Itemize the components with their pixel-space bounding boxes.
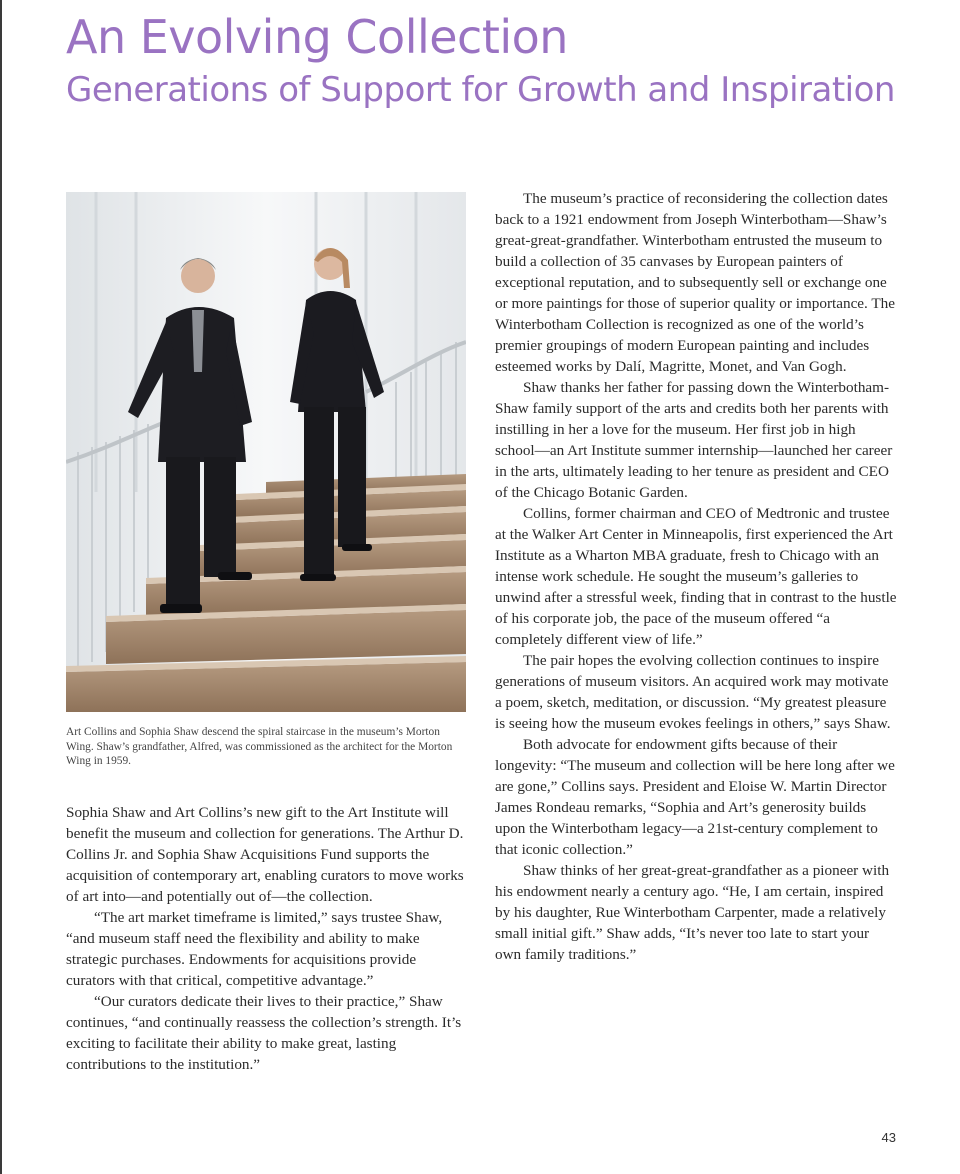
paragraph: The museum’s practice of reconsidering the collection dates back to a 1921 endowment from Joseph Winterbotham—Shaw’s great-great-grandfather. Winterbotham entrusted the museum to build a collection of 35 canvases by European painters of exceptional reputation, and to subsequently sell or exchange one or more paintings for those of superior quality or importance. The Winterbotham Collection is recognized as one of the world’s premier groupings of modern European painting and includes esteemed works by Dalí, Magritte, Monet, and Van Gogh. [495,190,895,375]
paragraph: Sophia Shaw and Art Collins’s new gift to the Art Institute will benefit the museum and collection for generations. The Arthur D. Collins Jr. and Sophia Shaw Acquisitions Fund supports the acquisition of contemporary art, enabling curators to move works of art into—and potentially out of—the collection. [66,804,464,905]
page-subtitle: Generations of Support for Growth and Inspiration [66,70,895,110]
paragraph: Both advocate for endowment gifts because of their longevity: “The museum and collection will be here long after we are gone,” Collins says. President and Eloise W. Martin Director James Rondeau remarks, “Sophia and Art’s generosity builds upon the Winterbotham legacy—a 21st-century complement to that iconic collection.” [495,736,895,858]
paragraph: “The art market timeframe is limited,” says trustee Shaw, “and museum staff need the flexibility and ability to make strategic purchases. Endowments for acquisitions provide curators with that critical, competitive advantage.” [66,909,443,989]
article-right-column [495,188,897,965]
staircase-photo [66,192,466,712]
article-left-column [66,802,466,1075]
paragraph: Collins, former chairman and CEO of Medtronic and trustee at the Walker Art Center in Minneapolis, first experienced the Art Institute as a Wharton MBA graduate, fresh to Chicago with an intense work schedule. He sought the museum’s galleries to unwind after a stressful week, finding that in contrast to the hustle of his corporate job, the pace of the museum offered “a completely different view of life.” [495,505,897,648]
paragraph: “Our curators dedicate their lives to their practice,” Shaw continues, “and continually reassess the collection’s strength. It’s exciting to facilitate their ability to make great, lasting contributions to the institution.” [66,993,462,1073]
paragraph: The pair hopes the evolving collection continues to inspire generations of museum visitors. An acquired work may motivate a poem, sketch, meditation, or discussion. “My greatest pleasure is seeing how the museum evokes feelings in others,” says Shaw. [495,652,891,732]
paragraph: Shaw thanks her father for passing down the Winterbotham-Shaw family support of the arts and credits both her parents with instilling in her a love for the museum. Her first job in high school—an Art Institute summer internship—launched her career in the arts, ultimately leading to her tenure as president and CEO of the Chicago Botanic Garden. [495,379,893,501]
paragraph: Shaw thinks of her great-great-grandfather as a pioneer with his endowment nearly a century ago. “He, I am certain, inspired by his daughter, Rue Winterbotham Carpenter, made a relatively small initial gift.” Shaw adds, “It’s never too late to start your own family traditions.” [495,862,890,963]
page-number: 43 [881,1130,896,1145]
page-edge-rule [0,0,2,1174]
photo-caption: Art Collins and Sophia Shaw descend the spiral staircase in the museum’s Morton Wing. Shaw’s grandfather, Alfred, was commissioned as the architect for the Morton Wing in 1959. [66,726,453,767]
page-title: An Evolving Collection [66,10,568,64]
